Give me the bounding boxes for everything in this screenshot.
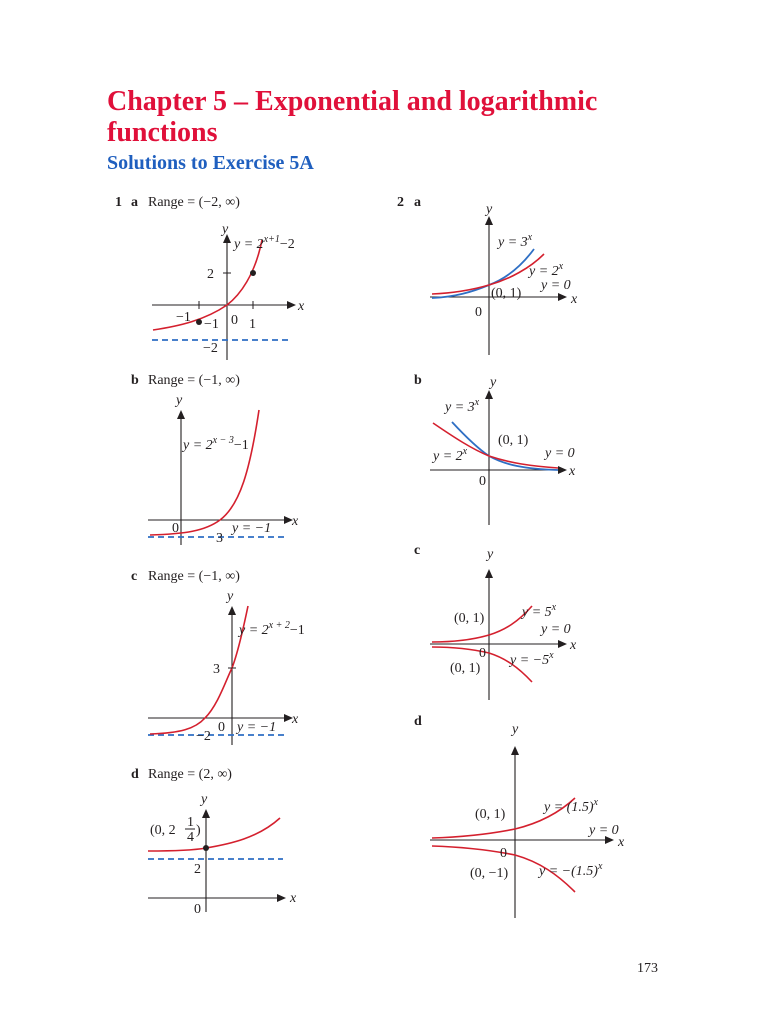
curve-label-neg-1.5x	[537, 861, 603, 879]
curve-label-exponent: x	[474, 397, 480, 408]
tick-label-x-neg2: −2	[196, 729, 211, 744]
x-axis-label: x	[618, 835, 625, 850]
curve-label-base: y = 2	[234, 237, 264, 252]
origin-label: 0	[172, 521, 179, 536]
y-axis-label: y	[176, 393, 183, 408]
tick-label-x-3: 3	[216, 531, 223, 546]
tick-label-y-neg2: −2	[203, 341, 218, 356]
point-label: (0, 1)	[491, 286, 522, 301]
tick-label-y-neg1: −1	[204, 317, 219, 332]
curve-label-base: y = 5	[522, 605, 552, 620]
curve-label-base: y = 2	[433, 449, 463, 464]
tick-label-y-2: 2	[194, 862, 201, 877]
x-axis-label: x	[292, 514, 299, 529]
x-axis-label: x	[290, 891, 297, 906]
asymptote-label: y = 0	[589, 823, 619, 838]
origin-label: 0	[194, 902, 201, 917]
y-axis-label: y	[512, 722, 519, 737]
point-label-bottom: (0, 1)	[450, 661, 481, 676]
curve-label-exponent: x	[558, 261, 564, 272]
part-label-1c: c	[131, 569, 138, 584]
origin-label: 0	[231, 313, 238, 328]
part-label-1b: b	[131, 373, 139, 388]
y-axis-label: y	[201, 792, 208, 807]
tick-label-x-1: 1	[249, 317, 256, 332]
asymptote-label: y = 0	[541, 278, 571, 293]
part-label-2d: d	[414, 714, 422, 729]
tick-label-y-2: 2	[207, 267, 214, 282]
point-label-open: (0, 2	[150, 823, 176, 838]
curve-label-tail: −1	[289, 623, 305, 638]
curve-label-tail: −2	[279, 237, 295, 252]
point-label-top: (0, 1)	[475, 807, 506, 822]
asymptote-label: y = 0	[545, 446, 575, 461]
curve-label-base: y = −5	[510, 653, 550, 668]
section-title: Solutions to Exercise 5A	[107, 152, 314, 174]
point-label-bottom: (0, −1)	[470, 866, 509, 881]
point-label-close: )	[196, 823, 201, 838]
curve-label-base: y = 2	[529, 264, 559, 279]
part-label-2c: c	[414, 543, 421, 558]
y-axis-label: y	[487, 547, 494, 562]
curve-label-exponent: x	[549, 650, 554, 661]
tick-label-y-3: 3	[213, 662, 220, 677]
curve-label-base: y = (1.5)	[544, 800, 594, 815]
curve-label-exponent: x	[462, 446, 468, 457]
question-number-1: 1	[115, 195, 122, 210]
y-axis-label: y	[490, 375, 497, 390]
curve-label-exponent: x − 3	[212, 435, 234, 446]
part-label-2a: a	[414, 195, 421, 210]
origin-label: 0	[475, 305, 482, 320]
x-axis-label: x	[569, 464, 576, 479]
x-axis-label: x	[292, 712, 299, 727]
part-label-1d: d	[131, 767, 139, 782]
x-axis-label: x	[298, 299, 305, 314]
chapter-title: Chapter 5 – Exponential and logarithmic functions	[107, 86, 598, 148]
curve-label-exponent: x+1	[263, 234, 280, 245]
range-1d: Range = (2, ∞)	[148, 767, 232, 782]
range-1c: Range = (−1, ∞)	[148, 569, 240, 584]
origin-label: 0	[500, 846, 507, 861]
part-label-1a: a	[131, 195, 138, 210]
origin-label: 0	[218, 720, 225, 735]
x-axis-label: x	[570, 638, 577, 653]
curve-label-base: y = −(1.5)	[539, 864, 598, 879]
point-label-frac-num: 1	[187, 815, 194, 830]
asymptote-label: y = 0	[541, 622, 571, 637]
y-axis-label: y	[222, 222, 229, 237]
y-axis-arrow	[511, 746, 519, 755]
origin-label: 0	[479, 646, 486, 661]
point-label-top: (0, 1)	[454, 611, 485, 626]
y-axis-label: y	[486, 202, 493, 217]
origin-label: 0	[479, 474, 486, 489]
curve-label-1.5x	[542, 797, 599, 815]
point-label-frac-den: 4	[187, 830, 194, 845]
curve-label-exponent: x + 2	[268, 620, 290, 631]
curve-label-base: y = 3	[445, 400, 475, 415]
curve-label-exponent: x	[597, 861, 603, 872]
part-label-2b: b	[414, 373, 422, 388]
range-1b: Range = (−1, ∞)	[148, 373, 240, 388]
tick-label-x-neg1: −1	[176, 310, 191, 325]
curve-label-base: y = 2	[183, 438, 213, 453]
page-number: 173	[637, 961, 658, 976]
curve-label-base: y = 2	[239, 623, 269, 638]
point-label: (0, 1)	[498, 433, 529, 448]
curve-label-exponent: x	[551, 602, 557, 613]
range-1a: Range = (−2, ∞)	[148, 195, 240, 210]
question-number-2: 2	[397, 195, 404, 210]
curve-label-tail: −1	[233, 438, 249, 453]
x-axis-label: x	[571, 292, 578, 307]
asymptote-label: y = −1	[237, 720, 277, 735]
curve-label-base: y = 3	[498, 235, 528, 250]
curve-label-exponent: x	[527, 232, 533, 243]
y-axis-label: y	[227, 589, 234, 604]
curve-label-exponent: x	[593, 797, 598, 808]
asymptote-label: y = −1	[232, 521, 272, 536]
